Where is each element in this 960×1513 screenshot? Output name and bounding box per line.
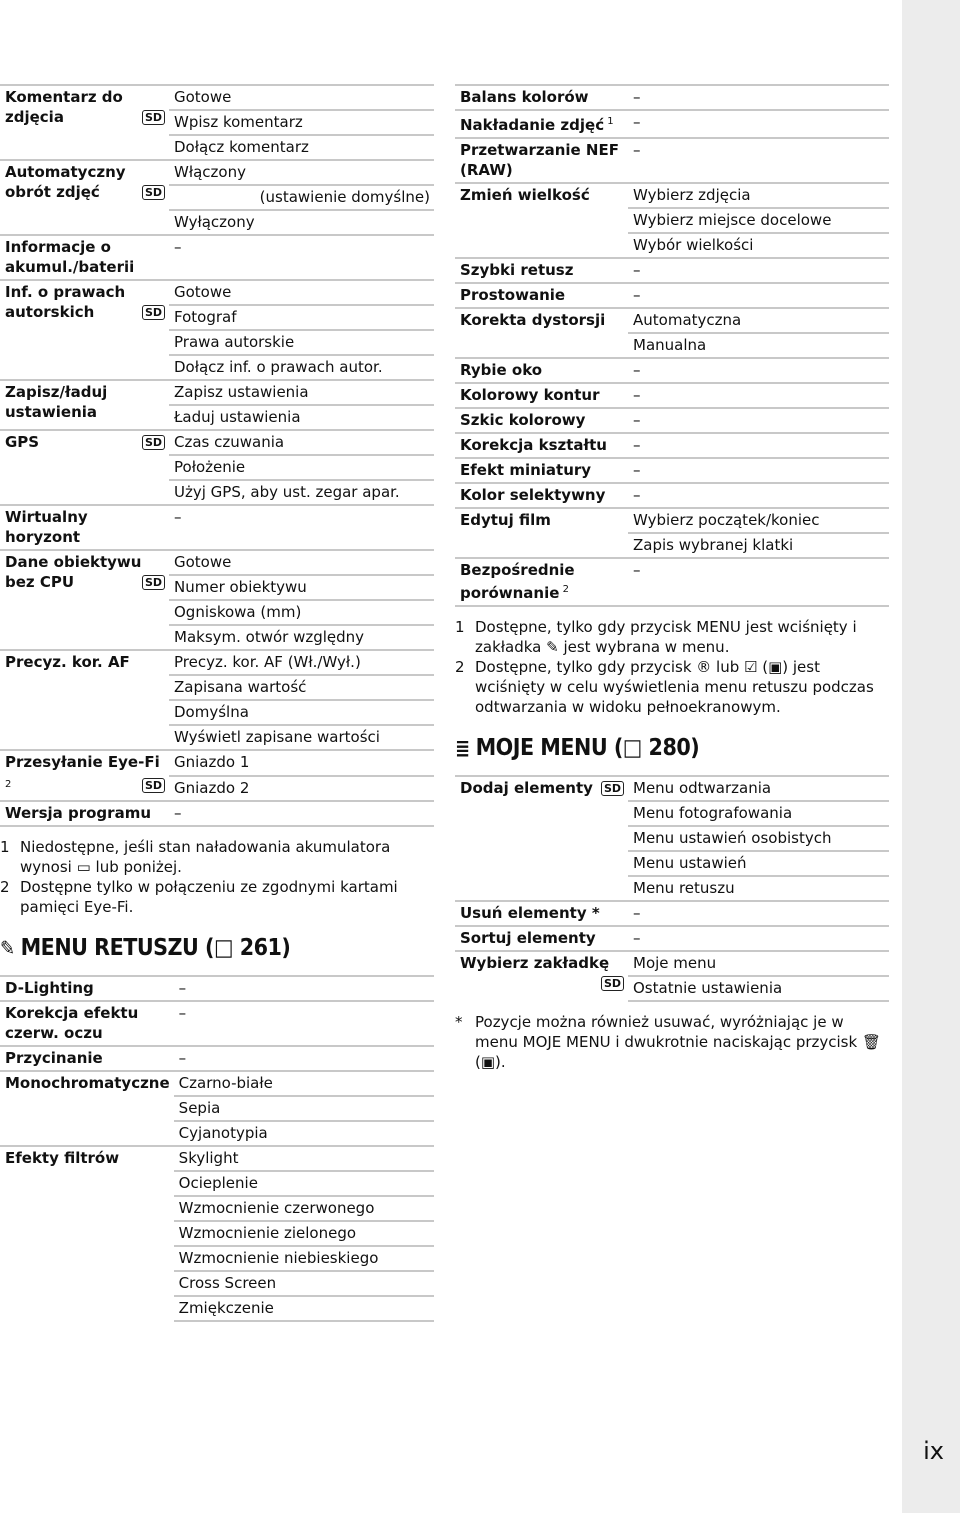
- setup-value-text: Czas czuwania: [174, 433, 285, 451]
- retouch-right-key-sup: 1: [604, 116, 614, 127]
- setup-row: [0, 750, 434, 776]
- sd-icon: SD: [142, 110, 165, 125]
- setup-key: [0, 650, 169, 750]
- setup-menu-table: [0, 84, 434, 827]
- setup-key: [0, 801, 169, 826]
- retouch-left-value: [174, 1246, 434, 1271]
- right-column: [455, 84, 889, 1072]
- retouch-left-row: [0, 1146, 434, 1171]
- retouch-right-value: [628, 283, 889, 308]
- retouch-right-value: [628, 208, 889, 233]
- retouch-right-key: [455, 258, 628, 283]
- retouch-left-key: [0, 1146, 174, 1321]
- setup-value: [169, 430, 434, 455]
- retouch-right-value: [628, 558, 889, 606]
- left-note-text: Niedostępne, jeśli stan naładowania akumulatora wynosi ▭ lub poniżej.: [20, 838, 391, 876]
- left-note-number: 1: [0, 838, 10, 856]
- setup-value-text: Wyświetl zapisane wartości: [174, 728, 380, 746]
- retouch-right-value-text: –: [633, 261, 641, 279]
- retouch-left-value: [174, 1096, 434, 1121]
- setup-key-label: Przesyłanie Eye-Fi: [5, 753, 160, 771]
- mymenu-value: [628, 801, 889, 826]
- retouch-left-value-text: –: [178, 979, 187, 997]
- retouch-right-value: [628, 483, 889, 508]
- retouch-left-key: [0, 1071, 174, 1146]
- mymenu-value: [628, 776, 889, 801]
- retouch-left-value-text: Czarno-białe: [178, 1074, 273, 1092]
- retouch-right-value: [628, 408, 889, 433]
- retouch-right-key-label: Szybki retusz: [460, 261, 574, 279]
- retouch-left-key-label: Przycinanie: [5, 1049, 103, 1067]
- page-side-tab: [902, 0, 960, 1513]
- sd-icon: SD: [142, 435, 165, 450]
- setup-value-text: Gotowe: [174, 283, 232, 301]
- retouch-right-row: [455, 308, 889, 333]
- setup-value: [169, 455, 434, 480]
- retouch-right-key-label: Nakładanie zdjęć: [460, 116, 605, 134]
- setup-value-text: Gniazdo 1: [174, 753, 250, 771]
- setup-key-label: Wirtualny horyzont: [5, 508, 88, 546]
- setup-key: [0, 430, 169, 505]
- retouch-right-value-text: –: [633, 141, 641, 159]
- retouch-right-row: [455, 85, 889, 110]
- left-note-number: 2: [0, 878, 10, 896]
- sd-icon: SD: [601, 976, 624, 991]
- setup-value-text: Ładuj ustawienia: [174, 408, 301, 426]
- retouch-right-value-text: –: [633, 361, 641, 379]
- mymenu-value-text: Moje menu: [633, 954, 717, 972]
- retouch-right-value: [628, 508, 889, 533]
- mymenu-key-label: Dodaj elementy: [460, 779, 593, 797]
- setup-value: [169, 280, 434, 305]
- retouch-right-row: [455, 433, 889, 458]
- setup-key: [0, 750, 169, 801]
- setup-key-label: Automatyczny obrót zdjęć: [5, 163, 126, 201]
- retouch-left-value-text: Sepia: [178, 1099, 221, 1117]
- setup-key-label: GPS: [5, 433, 40, 451]
- retouch-right-value-text: Zapis wybranej klatki: [633, 536, 794, 554]
- retouch-left-row: [0, 1071, 434, 1096]
- retouch-right-row: [455, 138, 889, 183]
- setup-value: [169, 801, 434, 826]
- mymenu-key: [455, 926, 628, 951]
- mymenu-key-label: Sortuj elementy: [460, 929, 596, 947]
- setup-key: [0, 505, 169, 550]
- retouch-left-key: [0, 1001, 174, 1046]
- retouch-right-row: [455, 283, 889, 308]
- setup-value: [169, 750, 434, 776]
- retouch-right-value-text: –: [633, 486, 641, 504]
- retouch-left-value: [174, 976, 434, 1001]
- mymenu-value-text: Ostatnie ustawienia: [633, 979, 783, 997]
- setup-value-text: Gniazdo 2: [174, 778, 250, 797]
- retouch-right-key: [455, 358, 628, 383]
- setup-value: [169, 650, 434, 675]
- setup-value: [169, 625, 434, 650]
- setup-key-label: Precyz. kor. AF: [5, 653, 130, 671]
- retouch-left-value: [174, 1146, 434, 1171]
- setup-value: [169, 85, 434, 110]
- setup-key-label: Komentarz do zdjęcia: [5, 88, 123, 126]
- setup-row: [0, 650, 434, 675]
- setup-value-text: Fotograf: [174, 308, 237, 326]
- setup-value: [169, 330, 434, 355]
- mymenu-value: [628, 976, 889, 1001]
- retouch-right-key-label: Efekt miniatury: [460, 461, 592, 479]
- retouch-right-value: [628, 85, 889, 110]
- my-menu-icon: ≣: [455, 736, 470, 760]
- retouch-left-value-text: Wzmocnienie zielonego: [178, 1224, 357, 1242]
- retouch-right-key-label: Kolorowy kontur: [460, 386, 600, 404]
- setup-row: [0, 430, 434, 455]
- setup-value-text: Wpisz komentarz: [174, 113, 303, 131]
- setup-key-label: Wersja programu: [5, 804, 152, 822]
- mymenu-value: [628, 926, 889, 951]
- retouch-right-key-label: Szkic kolorowy: [460, 411, 586, 429]
- retouch-right-row: [455, 383, 889, 408]
- setup-key: [0, 235, 169, 280]
- retouch-left-key: [0, 976, 174, 1001]
- setup-value: [169, 776, 434, 802]
- left-note-item: [0, 837, 434, 877]
- setup-value-text: Maksym. otwór względny: [174, 628, 365, 646]
- retouch-left-value: [174, 1296, 434, 1321]
- mymenu-value-text: Menu ustawień osobistych: [633, 829, 832, 847]
- retouch-right-key-sup: 2: [559, 584, 569, 595]
- retouch-right-value: [628, 308, 889, 333]
- retouch-left-value-text: Wzmocnienie niebieskiego: [178, 1249, 379, 1267]
- mymenu-note-item: [455, 1012, 889, 1072]
- retouch-right-key: [455, 283, 628, 308]
- retouch-left-key: [0, 1046, 174, 1071]
- left-footnotes: [0, 837, 434, 917]
- retouch-right-value: [628, 433, 889, 458]
- setup-key-label: Informacje o akumul./baterii: [5, 238, 135, 276]
- setup-value: [169, 480, 434, 505]
- retouch-right-key-label: Przetwarzanie NEF (RAW): [460, 141, 619, 179]
- retouch-right-key-label: Korekcja kształtu: [460, 436, 607, 454]
- setup-value: [169, 700, 434, 725]
- retouch-right-value-text: –: [633, 461, 641, 479]
- retouch-right-value-text: Automatyczna: [633, 311, 742, 329]
- setup-row: [0, 160, 434, 185]
- setup-value: [169, 210, 434, 235]
- retouch-left-value-text: Zmiękczenie: [178, 1299, 274, 1317]
- setup-key-sup: 2: [5, 779, 12, 790]
- retouch-left-value: [174, 1271, 434, 1296]
- setup-key: [0, 85, 169, 160]
- mymenu-row: [455, 776, 889, 801]
- setup-value-text: Prawa autorskie: [174, 333, 295, 351]
- retouch-right-row: [455, 358, 889, 383]
- setup-value-text: –: [174, 508, 182, 526]
- retouch-right-value: [628, 458, 889, 483]
- retouch-left-value: [174, 1001, 434, 1046]
- mymenu-row: [455, 901, 889, 926]
- retouch-right-key: [455, 110, 628, 138]
- my-menu-table: [455, 775, 889, 1002]
- mymenu-key: [455, 776, 628, 901]
- sd-icon: SD: [142, 185, 165, 200]
- sd-icon: SD: [142, 778, 165, 793]
- setup-value-text: –: [174, 238, 182, 256]
- setup-key-label: Dane obiektywu bez CPU: [5, 553, 142, 591]
- retouch-right-key-label: Rybie oko: [460, 361, 543, 379]
- right-footnotes: [455, 617, 889, 717]
- setup-value: [169, 355, 434, 380]
- mymenu-key: [455, 951, 628, 1001]
- setup-row: [0, 235, 434, 280]
- setup-value: [169, 185, 434, 210]
- retouch-right-row: [455, 558, 889, 606]
- retouch-right-value-text: –: [633, 286, 641, 304]
- retouch-right-value: [628, 358, 889, 383]
- mymenu-value-text: Menu retuszu: [633, 879, 735, 897]
- retouch-right-value: [628, 258, 889, 283]
- setup-value: [169, 110, 434, 135]
- mymenu-value: [628, 901, 889, 926]
- setup-value: [169, 550, 434, 575]
- retouch-right-key-label: Zmień wielkość: [460, 186, 590, 204]
- setup-value: [169, 725, 434, 750]
- retouch-right-row: [455, 483, 889, 508]
- retouch-right-value-text: Wybierz początek/koniec: [633, 511, 820, 529]
- setup-value-text: Zapisana wartość: [174, 678, 307, 696]
- retouch-right-row: [455, 508, 889, 533]
- my-menu-title: MOJE MENU (□ 280): [475, 735, 700, 761]
- setup-value: [169, 380, 434, 405]
- setup-value-text: (ustawienie domyślne): [259, 188, 430, 206]
- retouch-right-key: [455, 138, 628, 183]
- left-note-item: [0, 877, 434, 917]
- retouch-left-value: [174, 1121, 434, 1146]
- retouch-left-key-label: Efekty filtrów: [5, 1149, 120, 1167]
- mymenu-value-text: Menu odtwarzania: [633, 779, 772, 797]
- retouch-right-key: [455, 408, 628, 433]
- mymenu-key-label: Usuń elementy *: [460, 904, 600, 922]
- setup-value-text: Włączony: [174, 163, 246, 181]
- sd-icon: SD: [142, 305, 165, 320]
- retouch-right-key: [455, 508, 628, 558]
- mymenu-note-number: *: [455, 1013, 463, 1031]
- retouch-right-key-label: Prostowanie: [460, 286, 566, 304]
- setup-value-text: Numer obiektywu: [174, 578, 307, 596]
- retouch-menu-title: MENU RETUSZU (□ 261): [20, 935, 291, 961]
- retouch-right-row: [455, 408, 889, 433]
- setup-value-text: Położenie: [174, 458, 246, 476]
- retouch-right-key: [455, 483, 628, 508]
- right-note-text: Dostępne, tylko gdy przycisk ® lub ☑ (▣) jest wciśnięty w celu wyświetlenia menu retuszu podczas odtwarzania w widoku pełnoekranowym.: [475, 658, 874, 716]
- retouch-right-value-text: –: [633, 561, 641, 579]
- retouch-right-value-text: –: [633, 386, 641, 404]
- retouch-right-row: [455, 258, 889, 283]
- retouch-left-value-text: Skylight: [178, 1149, 239, 1167]
- setup-row: [0, 550, 434, 575]
- retouch-right-value: [628, 110, 889, 138]
- my-menu-footnote: [455, 1012, 889, 1072]
- mymenu-value-text: Menu fotografowania: [633, 804, 793, 822]
- mymenu-row: [455, 926, 889, 951]
- setup-key-label: Zapisz/ładuj ustawienia: [5, 383, 108, 421]
- mymenu-note-text: Pozycje można również usuwać, wyróżniając je w menu MOJE MENU i dwukrotnie naciskając przycisk 🗑 (▣).: [475, 1013, 881, 1071]
- left-note-text: Dostępne tylko w połączeniu ze zgodnymi kartami pamięci Eye-Fi.: [20, 878, 398, 916]
- mymenu-value-text: –: [633, 929, 641, 947]
- setup-value-text: Precyz. kor. AF (Wł./Wył.): [174, 653, 361, 671]
- retouch-left-value-text: Ocieplenie: [178, 1174, 258, 1192]
- retouch-right-value-text: Manualna: [633, 336, 707, 354]
- retouch-left-value-text: Cyjanotypia: [178, 1124, 268, 1142]
- retouch-left-value-text: –: [178, 1049, 187, 1067]
- retouch-right-key: [455, 183, 628, 258]
- setup-value: [169, 675, 434, 700]
- setup-value: [169, 505, 434, 550]
- retouch-right-value: [628, 383, 889, 408]
- setup-value-text: Wyłączony: [174, 213, 255, 231]
- retouch-right-key-label: Balans kolorów: [460, 88, 589, 106]
- retouch-right-key: [455, 383, 628, 408]
- retouch-right-row: [455, 110, 889, 138]
- setup-value-text: Gotowe: [174, 553, 232, 571]
- retouch-menu-table-left: [0, 975, 434, 1322]
- retouch-right-value-text: –: [633, 113, 641, 131]
- setup-key: [0, 380, 169, 430]
- setup-value: [169, 135, 434, 160]
- retouch-left-value: [174, 1221, 434, 1246]
- retouch-left-row: [0, 1046, 434, 1071]
- setup-value: [169, 405, 434, 430]
- retouch-right-row: [455, 458, 889, 483]
- mymenu-value: [628, 951, 889, 976]
- right-note-number: 2: [455, 658, 465, 676]
- retouch-left-value: [174, 1171, 434, 1196]
- left-column: [0, 84, 434, 1322]
- retouch-left-row: [0, 976, 434, 1001]
- retouch-right-value-text: –: [633, 436, 641, 454]
- setup-value: [169, 235, 434, 280]
- retouch-right-value-text: –: [633, 88, 641, 106]
- setup-value: [169, 305, 434, 330]
- retouch-left-value-text: Wzmocnienie czerwonego: [178, 1199, 375, 1217]
- setup-value-text: Dołącz komentarz: [174, 138, 309, 156]
- setup-value-text: Dołącz inf. o prawach autor.: [174, 358, 383, 376]
- retouch-right-value-text: –: [633, 411, 641, 429]
- retouch-left-key-label: Korekcja efektu czerw. oczu: [5, 1004, 139, 1042]
- retouch-right-key-label: Kolor selektywny: [460, 486, 606, 504]
- setup-row: [0, 801, 434, 826]
- retouch-right-value: [628, 183, 889, 208]
- setup-value-text: Domyślna: [174, 703, 249, 721]
- setup-row: [0, 380, 434, 405]
- mymenu-row: [455, 951, 889, 976]
- setup-value: [169, 160, 434, 185]
- retouch-menu-heading: [0, 935, 434, 961]
- retouch-right-key-label: Bezpośrednie porównanie: [460, 561, 575, 602]
- mymenu-value-text: Menu ustawień: [633, 854, 747, 872]
- setup-value-text: Gotowe: [174, 88, 232, 106]
- page-number: ix: [923, 1437, 944, 1465]
- right-note-item: [455, 617, 889, 657]
- retouch-right-key: [455, 558, 628, 606]
- retouch-left-value-text: Cross Screen: [178, 1274, 277, 1292]
- retouch-right-key: [455, 458, 628, 483]
- mymenu-value: [628, 876, 889, 901]
- my-menu-heading: [455, 735, 889, 761]
- retouch-right-value: [628, 333, 889, 358]
- sd-icon: SD: [142, 575, 165, 590]
- retouch-right-value: [628, 533, 889, 558]
- retouch-right-key: [455, 85, 628, 110]
- mymenu-value: [628, 851, 889, 876]
- setup-value-text: Użyj GPS, aby ust. zegar apar.: [174, 483, 400, 501]
- setup-row: [0, 85, 434, 110]
- setup-value-text: –: [174, 804, 182, 822]
- mymenu-value: [628, 826, 889, 851]
- retouch-right-key-label: Edytuj film: [460, 511, 551, 529]
- setup-value-text: Ogniskowa (mm): [174, 603, 302, 621]
- right-note-text: Dostępne, tylko gdy przycisk MENU jest wciśnięty i zakładka ✎ jest wybrana w menu.: [475, 618, 857, 656]
- retouch-menu-table-right: [455, 84, 889, 607]
- setup-key: [0, 160, 169, 235]
- setup-row: [0, 505, 434, 550]
- setup-value: [169, 600, 434, 625]
- retouch-right-value: [628, 138, 889, 183]
- right-note-item: [455, 657, 889, 717]
- setup-value: [169, 575, 434, 600]
- sd-icon: SD: [601, 781, 624, 796]
- mymenu-key: [455, 901, 628, 926]
- retouch-right-value: [628, 233, 889, 258]
- retouch-left-value-text: –: [178, 1004, 187, 1022]
- setup-value-text: Zapisz ustawienia: [174, 383, 309, 401]
- retouch-right-value-text: Wybierz miejsce docelowe: [633, 211, 832, 229]
- retouch-right-key: [455, 308, 628, 358]
- setup-key: [0, 280, 169, 380]
- retouch-right-value-text: Wybór wielkości: [633, 236, 754, 254]
- retouch-right-row: [455, 183, 889, 208]
- retouch-icon: ✎: [0, 936, 15, 960]
- retouch-left-key-label: D-Lighting: [5, 979, 94, 997]
- retouch-left-value: [174, 1196, 434, 1221]
- setup-key-label: Inf. o prawach autorskich: [5, 283, 126, 321]
- setup-key: [0, 550, 169, 650]
- retouch-left-value: [174, 1071, 434, 1096]
- retouch-right-key: [455, 433, 628, 458]
- retouch-right-value-text: Wybierz zdjęcia: [633, 186, 751, 204]
- retouch-left-key-label: Monochromatyczne: [5, 1074, 170, 1092]
- retouch-right-key-label: Korekta dystorsji: [460, 311, 606, 329]
- right-note-number: 1: [455, 618, 465, 636]
- setup-row: [0, 280, 434, 305]
- retouch-left-row: [0, 1001, 434, 1046]
- retouch-left-value: [174, 1046, 434, 1071]
- mymenu-key-label: Wybierz zakładkę: [460, 954, 610, 972]
- mymenu-value-text: –: [633, 904, 641, 922]
